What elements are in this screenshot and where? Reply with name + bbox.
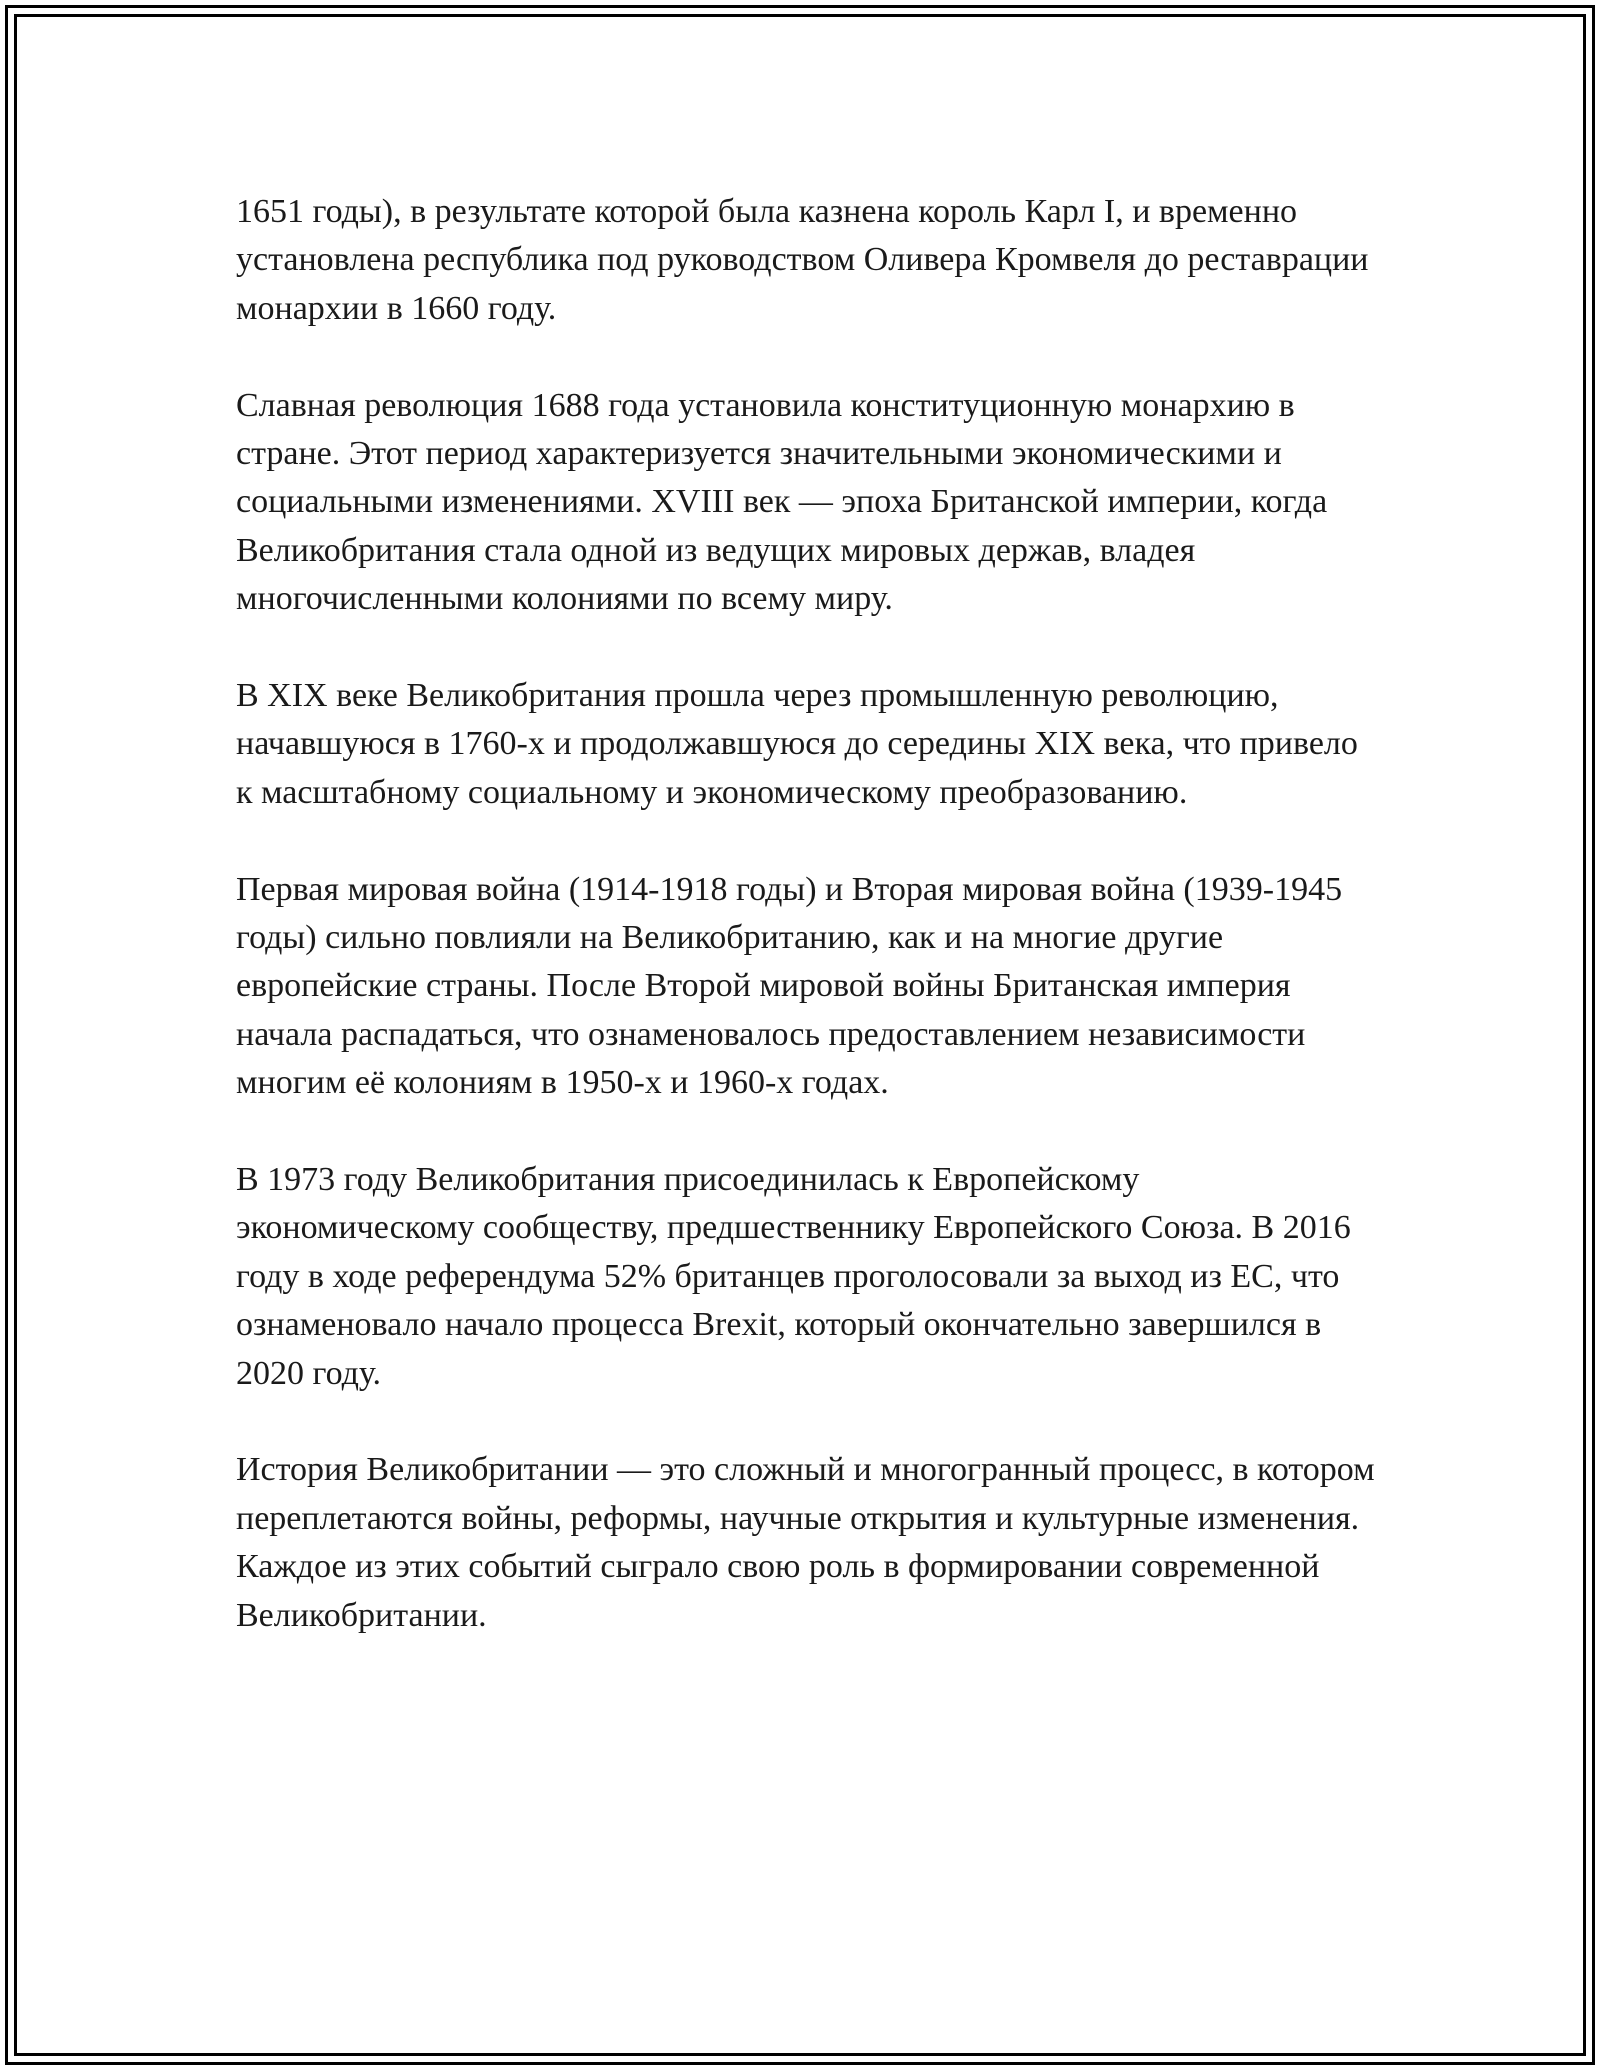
paragraph-world-wars: Первая мировая война (1914-1918 годы) и Вторая мировая война (1939-1945 годы) сильно повлияли на Великобританию, как и на многие другие европейские страны. После Второй мировой войны Британская империя начала распадаться, что ознаменовалось предоставлением независимости многим её колониям в 1950-х и 1960-х годах. — [236, 870, 1343, 1102]
paragraph-civil-war: 1651 годы), в результате которой была казнена король Карл I, и временно установлена республика под руководством Оливера Кромвеля до реставрации монархии в 1660 году. — [236, 193, 1369, 327]
paragraph-conclusion: История Великобритании — это сложный и многогранный процесс, в котором переплетаются войны, реформы, научные открытия и культурные изменения. Каждое из этих событий сыграло свою роль в формировании современной Великобритании. — [236, 1451, 1375, 1634]
document-body — [236, 188, 1376, 1689]
paragraph-eu-brexit: В 1973 году Великобритания присоединилась к Европейскому экономическому сообществу, предшественнику Европейского Союза. В 2016 году в ходе референдума 52% британцев проголосовали за выход из ЕС, что ознаменовало начало процесса Brexit, который окончательно завершился в 2020 году. — [236, 1161, 1351, 1392]
paragraph-industrial-revolution: В XIX веке Великобритания прошла через промышленную революцию, начавшуюся в 1760-х и продолжавшуюся до середины XIX века, что привело к масштабному социальному и экономическому преобразованию. — [236, 677, 1358, 811]
paragraph-glorious-revolution: Славная революция 1688 года установила конституционную монархию в стране. Этот период характеризуется значительными экономическими и социальными изменениями. XVIII век — эпоха Британской империи, когда Великобритания стала одной из ведущих мировых держав, владея многочисленными колониями по всему миру. — [236, 386, 1328, 618]
